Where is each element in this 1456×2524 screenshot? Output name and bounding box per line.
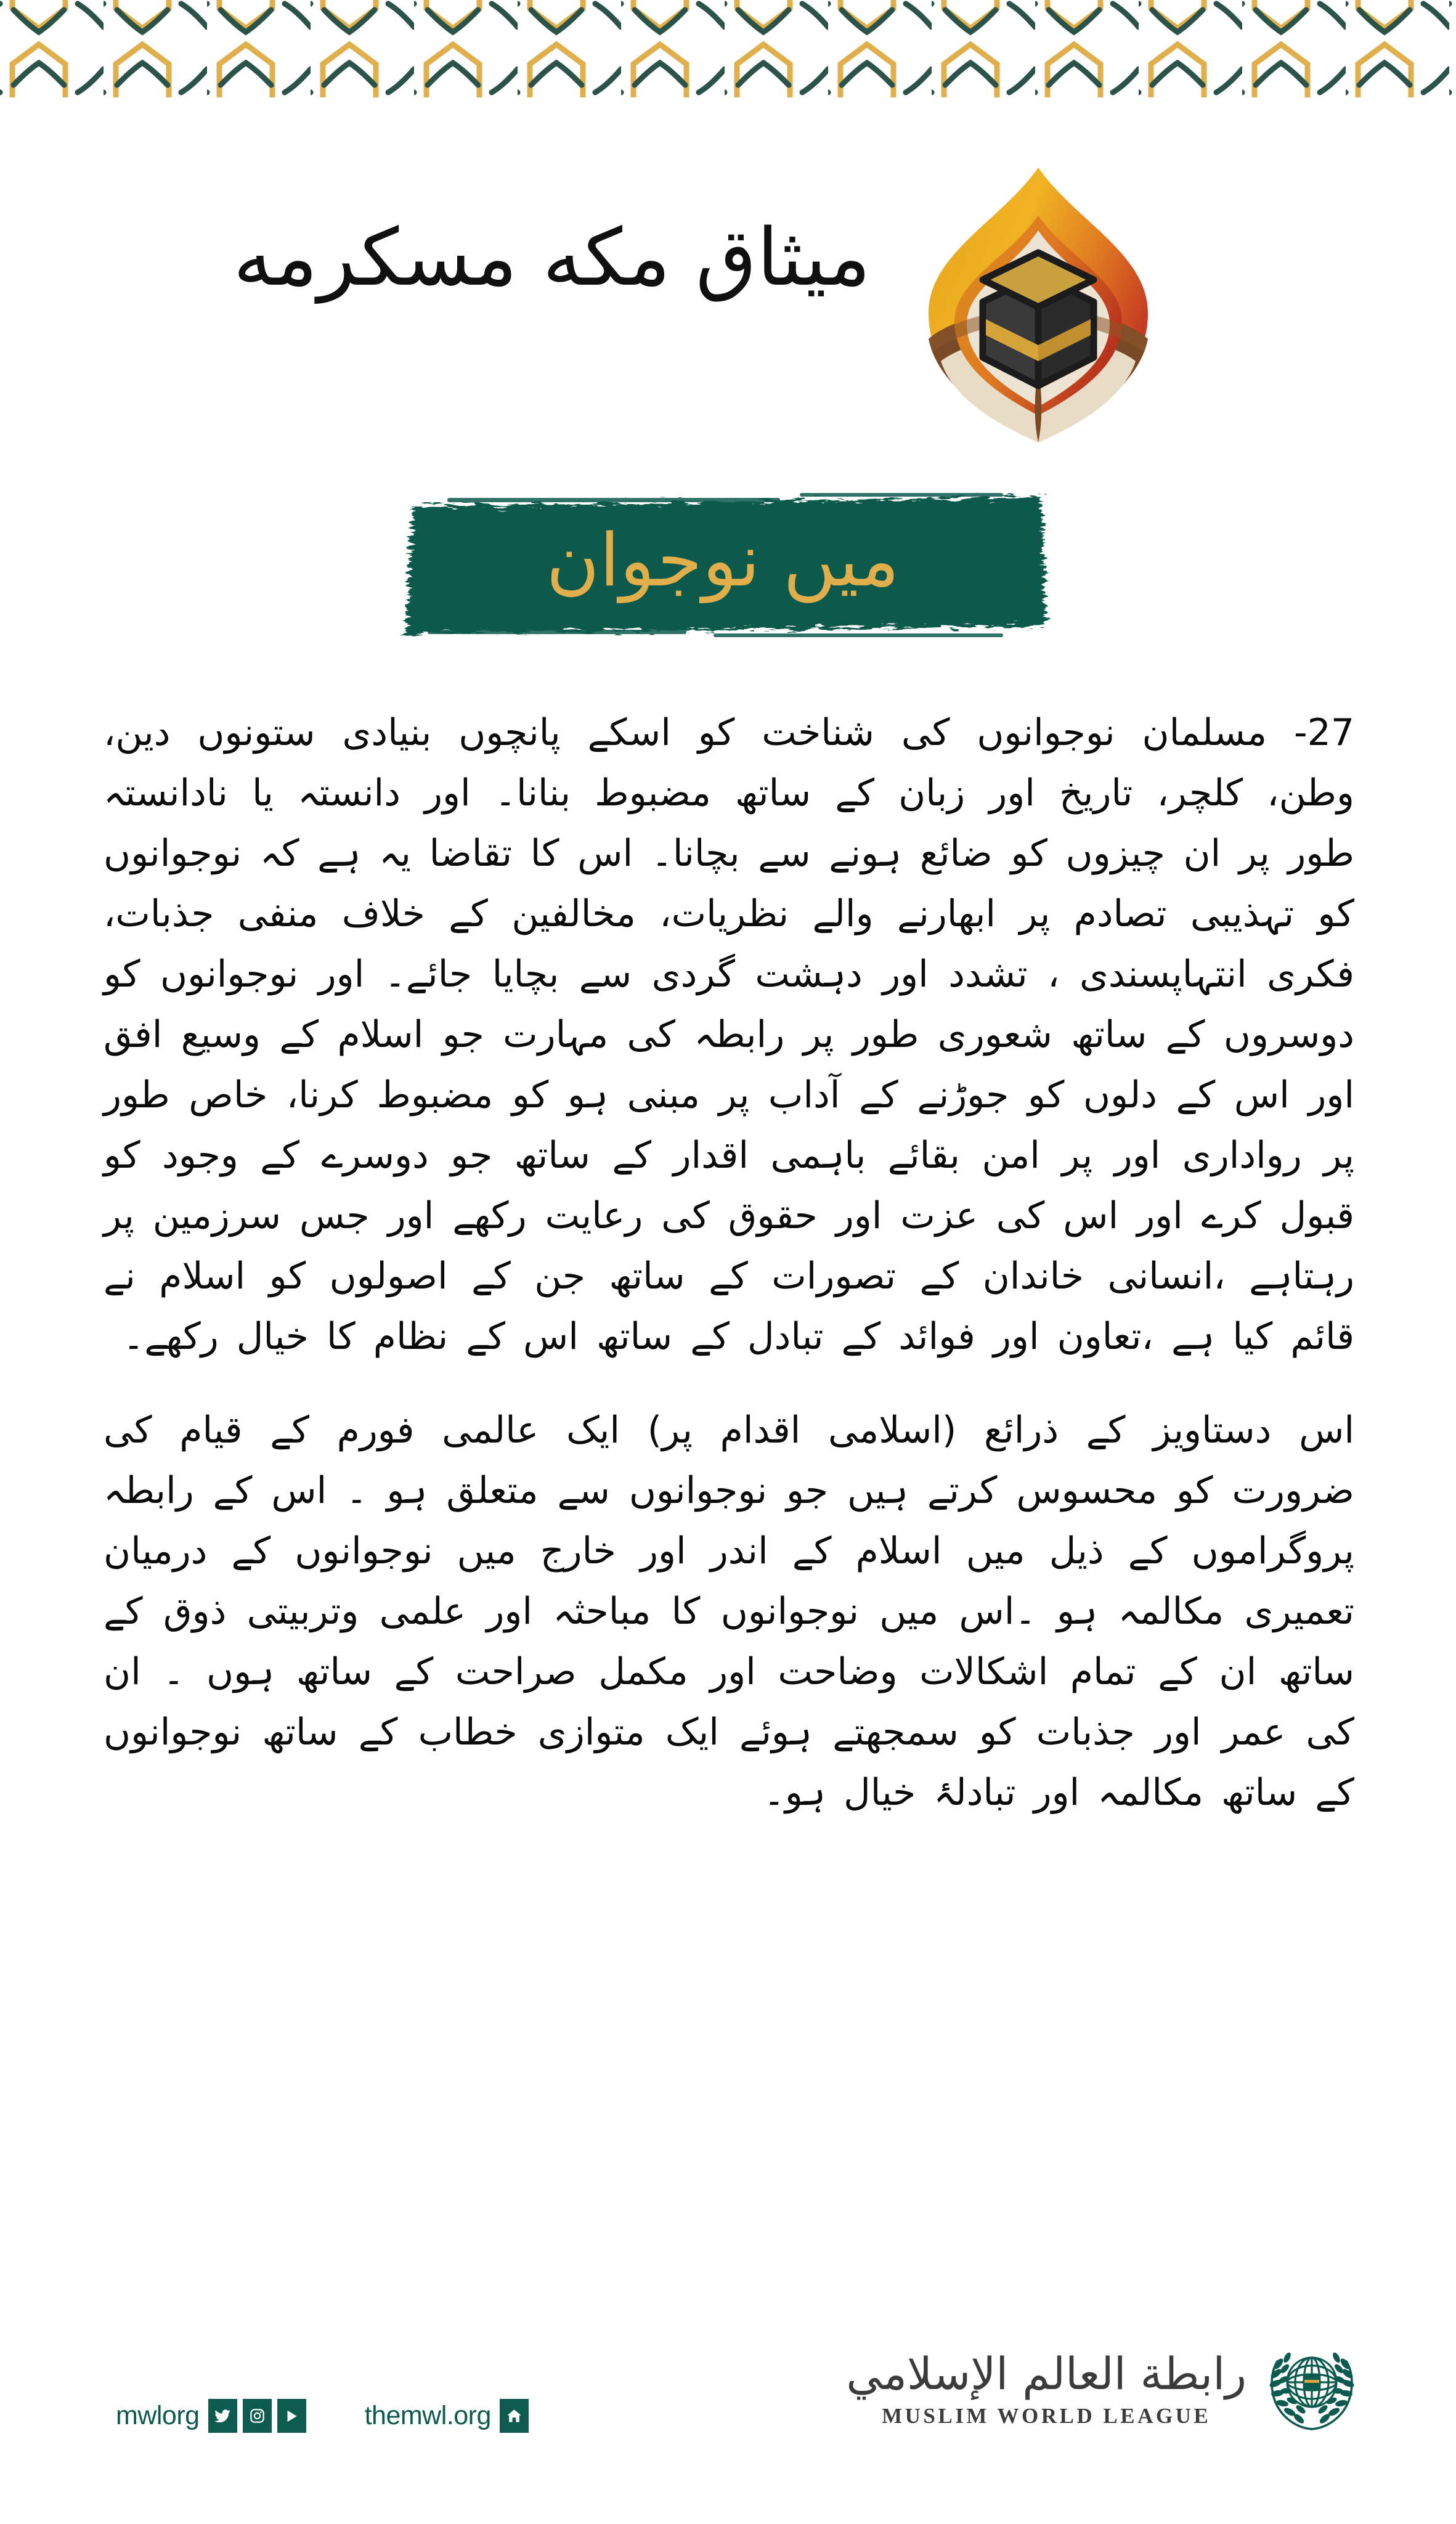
banner-title: ميں نوجوان xyxy=(546,518,900,603)
twitter-icon[interactable] xyxy=(208,2399,237,2433)
youtube-icon[interactable] xyxy=(277,2399,306,2433)
mwl-wordmark xyxy=(846,2348,1247,2429)
website-handle[interactable]: themwl.org xyxy=(364,2401,491,2430)
home-glyph-icon xyxy=(506,2408,523,2424)
document-body xyxy=(104,702,1354,1823)
paragraph-closing: اس دستاویز کے ذرائع (اسلامی اقدام پر) ایک عالمی فورم کے قیام کی ضرورت کو محسوس کرتے ہیں جو نوجوانوں سے متعلق ہو ۔ اس کے رابطہ پروگراموں کے ذیل میں اسلام کے اندر اور خارج میں نوجوانوں کے درمیان تعمیری مکالمہ ہو ۔اس میں نوجوانوں کا مباحثہ اور علمی وتربیتی ذوق کے ساتھ ان کے تمام اشکالات وضاحت اور مکمل صراحت کے ساتھ ہوں ۔ ان کی عمر اور جذبات کو سمجھتے ہوئے ایک متوازی خطاب کے ساتھ نوجوانوں کے ساتھ مکالمہ اور تبادلۂ خیال ہو۔ xyxy=(104,1409,1354,1814)
home-icon[interactable] xyxy=(500,2399,529,2433)
play-triangle-glyph-icon xyxy=(283,2408,299,2424)
instagram-camera-glyph-icon xyxy=(249,2408,266,2424)
header-ornament xyxy=(0,0,1456,106)
islamic-hexagon-border-icon xyxy=(0,0,1456,106)
mwl-globe-wreath-emblem xyxy=(1260,2337,1364,2440)
website-group[interactable] xyxy=(365,2399,534,2433)
kaaba-dome-logo-icon xyxy=(890,154,1186,456)
charter-of-makkah-logo xyxy=(890,154,1186,456)
social-links xyxy=(116,2399,534,2433)
title-row xyxy=(0,148,1456,462)
social-group[interactable] xyxy=(116,2399,312,2433)
social-handle[interactable]: mwlorg xyxy=(116,2401,200,2430)
instagram-icon[interactable] xyxy=(243,2399,272,2433)
section-banner xyxy=(368,468,1077,653)
twitter-bird-glyph-icon xyxy=(214,2408,231,2425)
mwl-english-name: MUSLIM WORLD LEAGUE xyxy=(882,2404,1211,2428)
footer xyxy=(0,2305,1456,2446)
paragraph-27: 27- مسلمان نوجوانوں کی شناخت کو اسکے پانچوں بنیادی ستونوں دین، وطن، کلچر، تاریخ اور زبان کے ساتھ مضبوط بنانا۔ اور دانستہ یا نادانستہ طور پر ان چیزوں کو ضائع ہونے سے بچانا۔ اس کا تقاضا یہ ہے کہ نوجوانوں کو تہذیبی تصادم پر ابھارنے والے نظریات، مخالفین کے خلاف منفی جذبات، فکری انتہاپسندی ، تشدد اور دہشت گردی سے بچایا جائے۔ اور نوجوانوں کو دوسروں کے ساتھ شعوری طور پر رابطہ کی مہارت جو اسلام کے وسیع افق اور اس کے دلوں کو جوڑنے کے آداب پر مبنی ہو کو مضبوط کرنا، خاص طور پر رواداری اور پر امن بقائے باہمی اقدار کے ساتھ جو دوسرے کے وجود کو قبول کرے اور اس کی عزت اور حقوق کی رعایت رکھے اور جس سرزمین پر رہتاہے ،انسانی خاندان کے تصورات کے ساتھ جن کے اصولوں کو اسلام نے قائم کیا ہے ،تعاون اور فوائد کے تبادل کے ساتھ اس کے نظام کا خیال رکھے۔ xyxy=(104,711,1355,1358)
globe-wreath-icon xyxy=(1260,2337,1364,2440)
mwl-logo-lockup xyxy=(846,2337,1364,2440)
mwl-arabic-name: رابطة العالم الإسلامي xyxy=(846,2347,1247,2400)
kaaba-icon xyxy=(983,253,1094,386)
page-title: ميثاق مكه مسكرمه xyxy=(233,212,871,304)
